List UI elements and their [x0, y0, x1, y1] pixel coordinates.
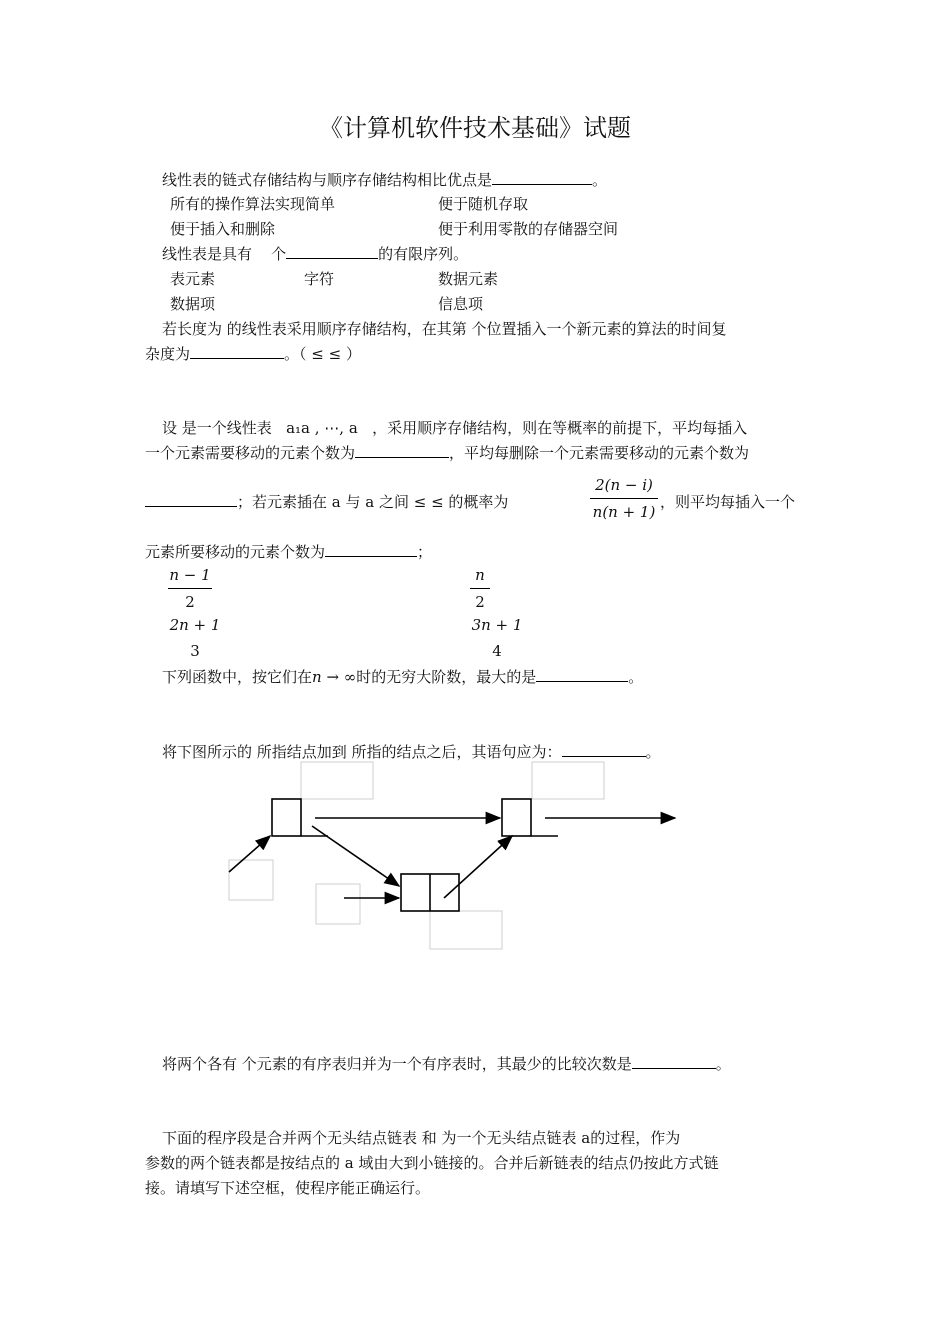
pointer-label-box: [301, 762, 373, 799]
pointer-label-box: [532, 762, 604, 799]
pointer-arrow: [229, 836, 270, 872]
pointer-label-box: [316, 884, 360, 924]
question-7-stem: 将两个各有 个元素的有序表归并为一个有序表时，其最少的比较次数是 。: [162, 1055, 731, 1073]
option-1a: 所有的操作算法实现简单: [170, 195, 336, 213]
option-4d: 3n + 1 4: [471, 616, 523, 660]
pointer-label-box: [430, 911, 502, 949]
option-4b: n 2: [470, 564, 490, 613]
question-1-text: 线性表的链式存储结构与顺序存储结构相比优点是: [162, 171, 493, 189]
question-5-stem: 下列函数中，按它们在n → ∞时的无穷大阶数，最大的是 。: [162, 668, 644, 686]
question-8-line1: 下面的程序段是合并两个无头结点链表 和 为一个无头结点链表 a的过程，作为: [162, 1129, 681, 1147]
option-2e: 信息项: [438, 295, 484, 313]
option-1b: 便于随机存取: [438, 195, 529, 213]
question-4-line2: 一个元素需要移动的元素个数为 ，平均每删除一个元素需要移动的元素个数为: [145, 444, 750, 462]
insert-arrow: [312, 826, 399, 886]
question-3-line1: 若长度为 的线性表采用顺序存储结构，在其第 个位置插入一个新元素的算法的时间复: [162, 320, 727, 338]
option-2d: 数据项: [170, 295, 216, 313]
option-2b: 字符: [304, 270, 335, 288]
option-2c: 数据元素: [438, 270, 499, 288]
question-6-stem: 将下图所示的 所指结点加到 所指的结点之后，其语句应为： 。: [162, 743, 661, 761]
question-4-line3-right: ，则平均每插入一个: [660, 493, 796, 511]
question-4-line1: 设 是一个线性表 a₁a , ⋯, a ，采用顺序存储结构，则在等概率的前提下，平均每插入: [162, 419, 748, 437]
option-1c: 便于插入和删除: [170, 220, 276, 238]
question-2-stem: 线性表是具有 个 的有限序列。: [162, 245, 469, 263]
question-8-line2: 参数的两个链表都是按结点的 a 域由大到小链接的。合并后新链表的结点仍按此方式链: [145, 1154, 719, 1172]
limit-notation: n → ∞: [312, 668, 357, 686]
question-4-line3-left: ；若元素插在 a 与 a 之间 ≤ ≤ 的概率为: [145, 492, 508, 512]
option-1d: 便于利用零散的存储器空间: [438, 220, 619, 238]
option-2a: 表元素: [170, 270, 216, 288]
question-8-line3: 接。请填写下述空框，使程序能正确运行。: [145, 1179, 431, 1197]
answer-blank-7[interactable]: [632, 1054, 716, 1069]
page-title: 《计算机软件技术基础》试题: [319, 114, 631, 142]
option-4a: n − 1 2: [169, 566, 211, 611]
question-4-line4: 元素所要移动的元素个数为 ；: [145, 543, 433, 561]
sequence-notation: a₁a , ⋯, a: [286, 419, 358, 437]
question-1-stem: 线性表的链式存储结构与顺序存储结构相比优点是 。: [162, 171, 608, 189]
probability-fraction: 2(n − i) n(n + 1): [590, 474, 658, 523]
link-arrow: [444, 836, 512, 898]
question-3-line2: 杂度为 。（ ≤ ≤ ）: [145, 345, 361, 363]
option-4c: 2n + 1 3: [169, 616, 221, 660]
